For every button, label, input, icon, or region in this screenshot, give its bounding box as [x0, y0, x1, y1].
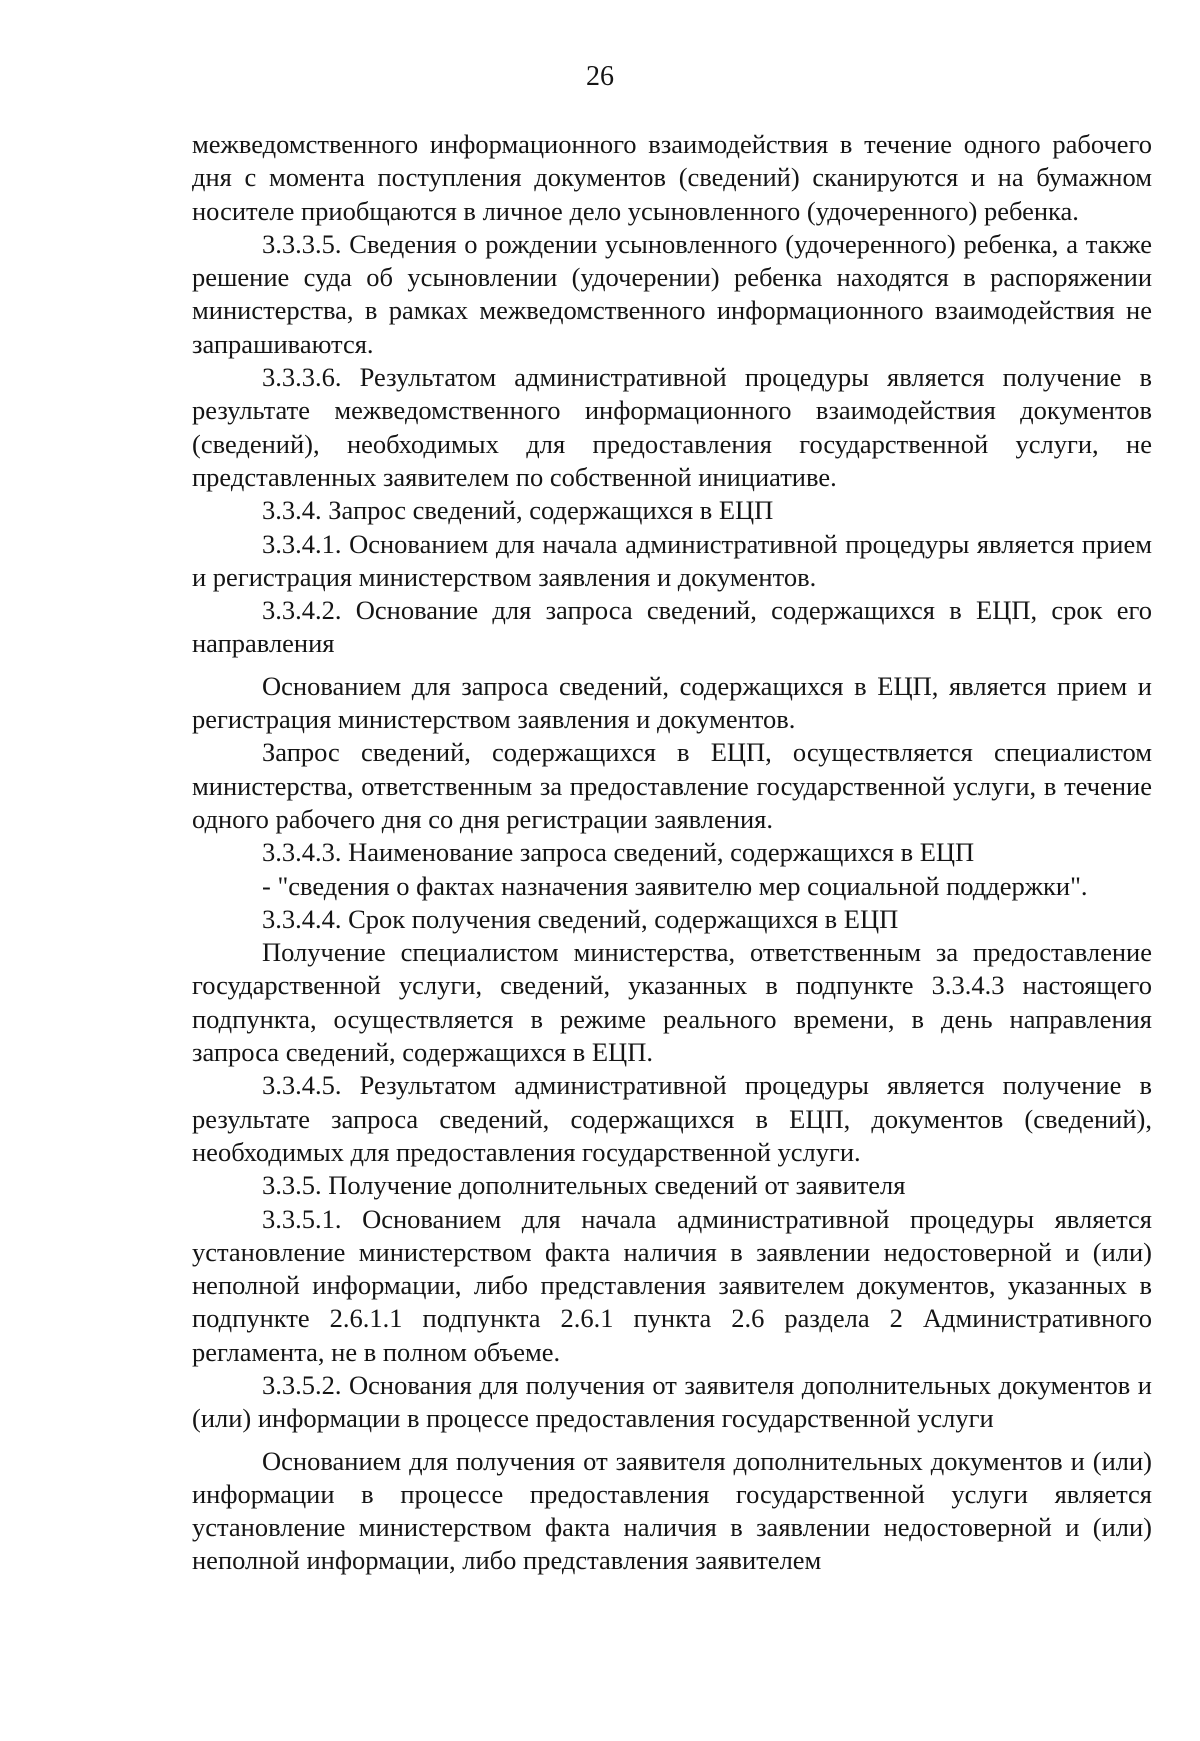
paragraph-3-3-5-1: 3.3.5.1. Основанием для начала административной процедуры является установление министерством факта наличия в заявлении недостоверной и (или) неполной информации, либо представления заявителем документов, указанных в подпункте 2.6.1.1 подпункта 2.6.1 пункта 2.6 раздела 2 Административного регламента, не в полном объеме. — [192, 1203, 1152, 1367]
paragraph-request-name: - "сведения о фактах назначения заявителю мер социальной поддержки". — [262, 870, 1088, 901]
heading-3-3-4: 3.3.4. Запрос сведений, содержащихся в ЕЦП — [262, 495, 774, 526]
paragraph-continuation: межведомственного информационного взаимодействия в течение одного рабочего дня с момента поступления документов (сведений) сканируются и на бумажном носителе приобщаются в личное дело усыновленного (удочеренного) ребенка. — [192, 129, 1152, 226]
paragraph-basis-request: Основанием для запроса сведений, содержащихся в ЕЦП, является прием и регистрация министерством заявления и документов. — [192, 670, 1152, 735]
paragraph-3-3-4-2: 3.3.4.2. Основание для запроса сведений, содержащихся в ЕЦП, срок его направления — [192, 595, 1152, 659]
paragraph-3-3-4-3: 3.3.4.3. Наименование запроса сведений, содержащихся в ЕЦП — [262, 837, 975, 868]
heading-3-3-5: 3.3.5. Получение дополнительных сведений от заявителя — [262, 1170, 906, 1201]
paragraph-receipt-term: Получение специалистом министерства, ответственным за предоставление государственной услуги, сведений, указанных в подпункте 3.3.4.3 настоящего подпункта, осуществляется в режиме реального времени, в день направления запроса сведений, содержащихся в ЕЦП. — [192, 937, 1152, 1068]
paragraph-3-3-4-1: 3.3.4.1. Основанием для начала административной процедуры является прием и регистрация министерством заявления и документов. — [192, 528, 1152, 592]
page-number: 26 — [586, 61, 614, 92]
document-body — [192, 128, 1152, 1578]
paragraph-3-3-3-5: 3.3.3.5. Сведения о рождении усыновленного (удочеренного) ребенка, а также решение суда об усыновлении (удочерении) ребенка находятся в распоряжении министерства, в рамках межведомственного информационного взаимодействия не запрашиваются. — [192, 228, 1152, 359]
paragraph-additional-info-basis: Основанием для получения от заявителя дополнительных документов и (или) информации в процессе предоставления государственной услуги является установление министерством факта наличия в заявлении недостоверной и (или) неполной информации, либо представления заявителем — [192, 1445, 1152, 1576]
paragraph-3-3-3-6: 3.3.3.6. Результатом административной процедуры является получение в результате межведомственного информационного взаимодействия документов (сведений), необходимых для предоставления государственной услуги, не представленных заявителем по собственной инициативе. — [192, 362, 1152, 492]
paragraph-3-3-4-5: 3.3.4.5. Результатом административной процедуры является получение в результате запроса сведений, содержащихся в ЕЦП, документов (сведений), необходимых для предоставления государственной услуги. — [192, 1070, 1152, 1167]
paragraph-request-executor: Запрос сведений, содержащихся в ЕЦП, осуществляется специалистом министерства, ответственным за предоставление государственной услуги, в течение одного рабочего дня со дня регистрации заявления. — [192, 737, 1152, 834]
paragraph-3-3-5-2: 3.3.5.2. Основания для получения от заявителя дополнительных документов и (или) информации в процессе предоставления государственной услуги — [192, 1369, 1152, 1434]
paragraph-3-3-4-4: 3.3.4.4. Срок получения сведений, содержащихся в ЕЦП — [262, 903, 899, 934]
